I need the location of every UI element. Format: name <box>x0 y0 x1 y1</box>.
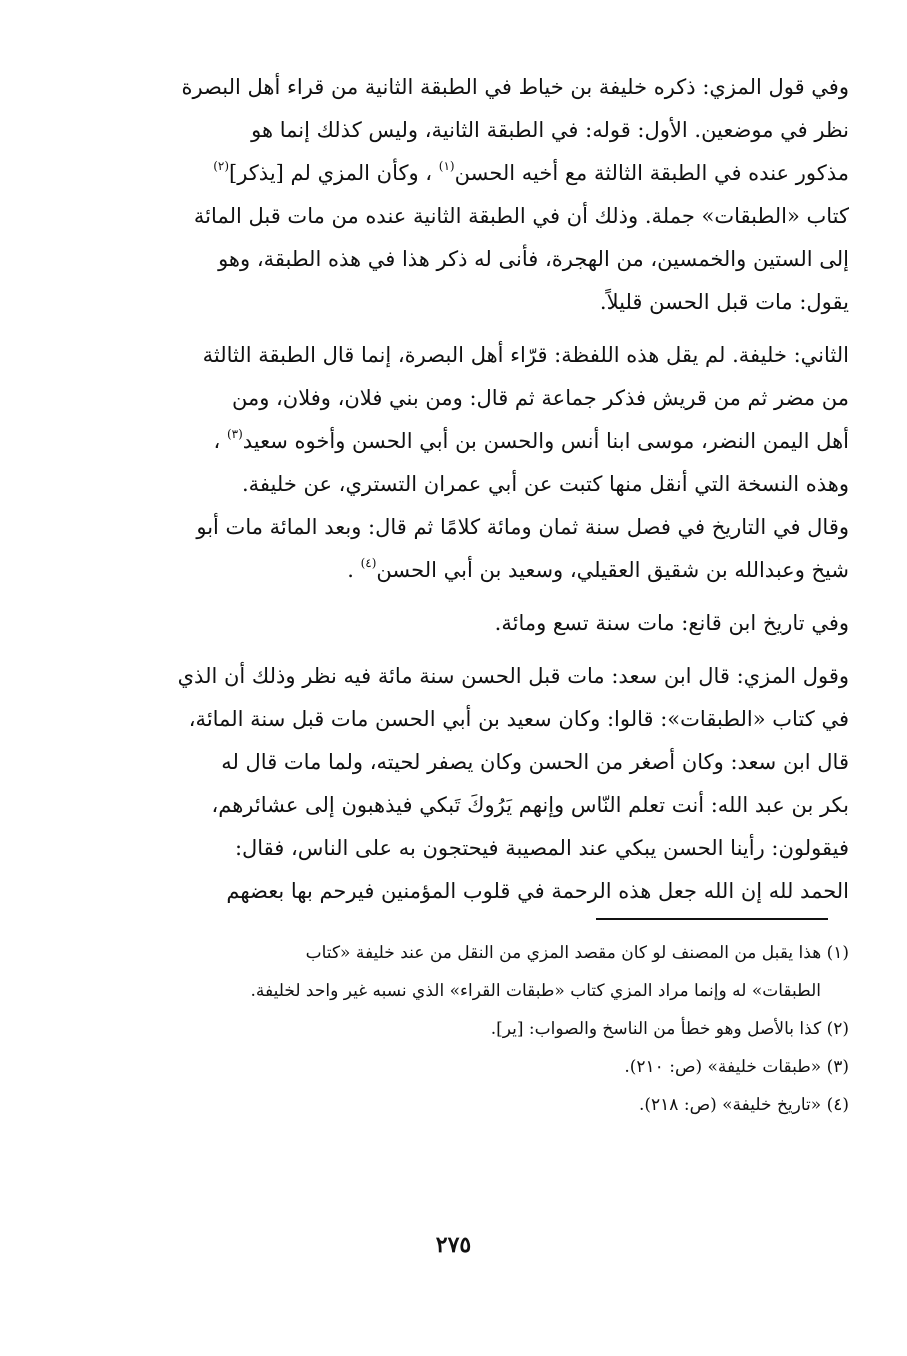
footnote-4 <box>132 1086 849 1124</box>
text-line: نظر في موضعين. الأول: قوله: في الطبقة الثانية، وليس كذلك إنما هو <box>251 118 849 142</box>
footnote-2 <box>132 1010 849 1048</box>
footnotes <box>132 934 849 1124</box>
paragraph-2 <box>132 334 849 592</box>
text-line: من مضر ثم من قريش فذكر جماعة ثم قال: ومن بني فلان، وفلان، ومن <box>231 386 849 410</box>
text-line: الثاني: خليفة. لم يقل هذه اللفظة: قرّاء أهل البصرة، إنما قال الطبقة الثالثة <box>202 343 849 367</box>
footnote-ref-3[interactable]: (٣) <box>226 427 243 441</box>
text-line: بكر بن عبد الله: أنت تعلم النّاس وإنهم يَرُوكَ تَبكي فيذهبون إلى عشائرهم، <box>211 793 849 817</box>
text-line: يقول: مات قبل الحسن قليلاً. <box>599 290 849 314</box>
footnote-ref-1[interactable]: (١) <box>438 159 455 173</box>
text-segment: ، وكأن المزي لم [يذكر] <box>229 161 439 185</box>
footnote-marker: (١) <box>826 943 849 963</box>
footnote-separator <box>596 918 828 920</box>
text-line: في كتاب «الطبقات»: قالوا: وكان سعيد بن أبي الحسن مات قبل سنة المائة، <box>188 707 849 731</box>
text-line: فيقولون: رأينا الحسن يبكي عند المصيبة فيحتجون به على الناس، فقال: <box>234 836 849 860</box>
text-line: كتاب «الطبقات» جملة. وذلك أن في الطبقة الثانية عنده من مات قبل المائة <box>193 204 849 228</box>
text-line: قال ابن سعد: وكان أصغر من الحسن وكان يصفر لحيته، ولما مات قال له <box>221 750 849 774</box>
footnote-marker: (٢) <box>826 1019 849 1039</box>
paragraph-1 <box>132 66 849 324</box>
text-line: وقال في التاريخ في فصل سنة ثمان ومائة كلامًا ثم قال: وبعد المائة مات أبو <box>196 515 849 539</box>
paragraph-3 <box>132 602 849 645</box>
footnote-text: «تاريخ خليفة» (ص: ٢١٨). <box>638 1095 822 1115</box>
text-segment: شيخ وعبدالله بن شقيق العقيلي، وسعيد بن أبي الحسن <box>376 558 849 582</box>
text-line <box>132 549 849 592</box>
footnote-3 <box>132 1048 849 1086</box>
text-segment: ، <box>213 429 227 453</box>
text-line <box>132 152 849 195</box>
footnote-ref-4[interactable]: (٤) <box>360 556 377 570</box>
footnote-marker: (٣) <box>826 1057 849 1077</box>
footnote-ref-2[interactable]: (٢) <box>213 159 230 173</box>
footnote-1-continuation: الطبقات» له وإنما مراد المزي كتاب «طبقات القراء» الذي نسبه غير واحد لخليفة. <box>250 981 821 1001</box>
footnote-text: هذا يقبل من المصنف لو كان مقصد المزي من النقل من عند خليفة «كتاب <box>305 943 822 963</box>
footnote-text: كذا بالأصل وهو خطأ من الناسخ والصواب: [ير]. <box>490 1019 822 1039</box>
paragraph-4 <box>132 655 849 913</box>
footnote-marker: (٤) <box>826 1095 849 1115</box>
page-number: ٢٧٥ <box>435 1232 472 1258</box>
main-text <box>132 66 849 923</box>
text-line: وقول المزي: قال ابن سعد: مات قبل الحسن سنة مائة فيه نظر وذلك أن الذي <box>177 664 849 688</box>
footnote-1 <box>132 934 849 972</box>
text-segment: أهل اليمن النضر، موسى ابنا أنس والحسن بن أبي الحسن وأخوه سعيد <box>242 429 849 453</box>
text-line: وهذه النسخة التي أنقل منها كتبت عن أبي عمران التستري، عن خليفة. <box>241 472 849 496</box>
text-line: وفي تاريخ ابن قانع: مات سنة تسع ومائة. <box>494 611 849 635</box>
footnote-text: «طبقات خليفة» (ص: ٢١٠). <box>624 1057 822 1077</box>
text-segment: مذكور عنده في الطبقة الثالثة مع أخيه الحسن <box>454 161 849 185</box>
text-line: وفي قول المزي: ذكره خليفة بن خياط في الطبقة الثانية من قراء أهل البصرة <box>181 75 849 99</box>
text-line: إلى الستين والخمسين، من الهجرة، فأنى له ذكر هذا في هذه الطبقة، وهو <box>218 247 849 271</box>
text-line <box>132 420 849 463</box>
text-line: الحمد لله إن الله جعل هذه الرحمة في قلوب المؤمنين فيرحم بها بعضهم <box>226 879 849 903</box>
text-segment: . <box>347 558 361 582</box>
